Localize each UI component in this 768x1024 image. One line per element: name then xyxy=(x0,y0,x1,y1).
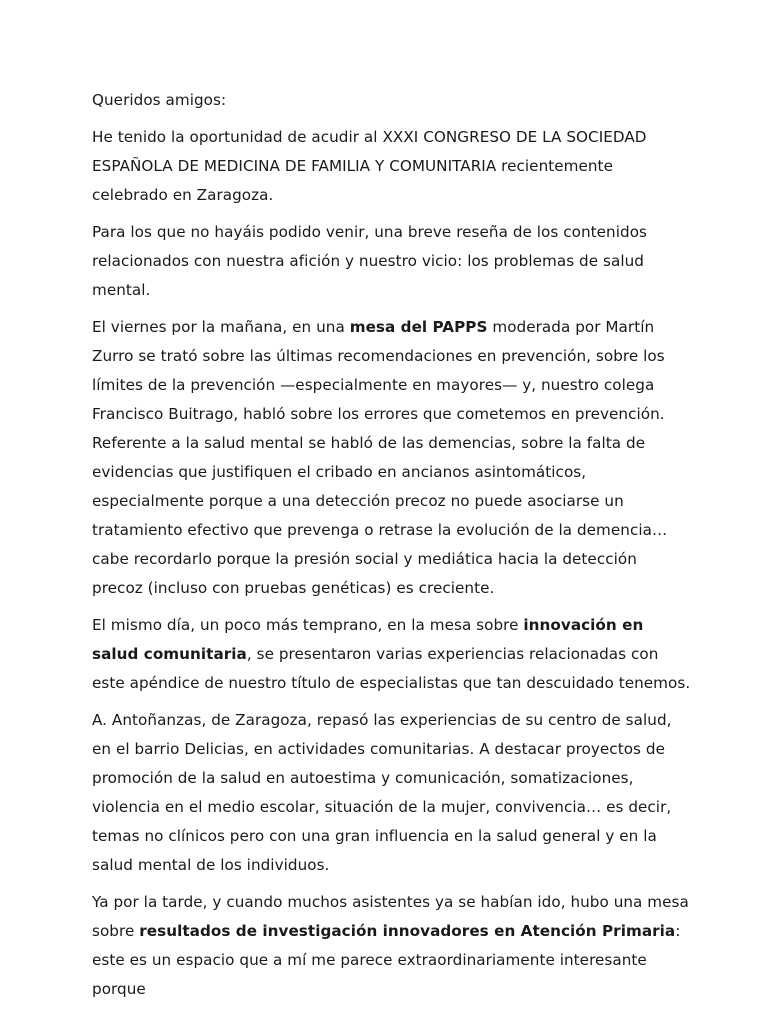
paragraph-papps-text-c: moderada por Martín Zurro se trató sobre las últimas recomendaciones en prevención, sobre los límites de la prevención —especialmente en mayores— y, nuestro colega Francisco Buitrago, habló sobre los errores que cometemos en prevención. Referente a la salud mental se habló de las demencias, sobre la falta de evidencias que justifiquen el cribado en ancianos asintomáticos, especialmente porque a una detección precoz no puede asociarse un tratamiento efectivo que prevenga o retrase la evolución de la demencia… cabe recordarlo porque la presión social y mediática hacia la detección precoz (incluso con pruebas genéticas) es creciente. xyxy=(92,318,668,597)
greeting: Queridos amigos: xyxy=(92,91,227,109)
paragraph-antonanzas: A. Antoñanzas, de Zaragoza, repasó las experiencias de su centro de salud, en el barrio Delicias, en actividades comunitarias. A destacar proyectos de promoción de la salud en autoestima y comunicación, somatizaciones, violencia en el medio escolar, situación de la mujer, convivencia… es decir, temas no clínicos pero con una gran influencia en la salud general y en la salud mental de los individuos. xyxy=(92,711,672,874)
paragraph-research-text-a: Ya por la tarde, y cuando muchos asistentes ya se habían ido, hubo una mesa sobre xyxy=(92,893,689,940)
paragraph-community-bold: innovación en salud comunitaria xyxy=(92,616,644,663)
paragraph-papps xyxy=(92,313,692,603)
paragraph-community-text-c: , se presentaron varias experiencias relacionadas con este apéndice de nuestro título de especialistas que tan descuidado tenemos. xyxy=(92,645,691,692)
paragraph-research xyxy=(92,888,692,1004)
document-body xyxy=(92,86,692,1012)
paragraph-research-bold: resultados de investigación innovadores en Atención Primaria xyxy=(139,922,676,940)
paragraph-papps-text-a: El viernes por la mañana, en una xyxy=(92,318,350,336)
paragraph-community-text-a: El mismo día, un poco más temprano, en la mesa sobre xyxy=(92,616,524,634)
paragraph-research-text-c: : este es un espacio que a mí me parece extraordinariamente interesante porque xyxy=(92,922,681,998)
paragraph-congress: He tenido la oportunidad de acudir al XXXI CONGRESO DE LA SOCIEDAD ESPAÑOLA DE MEDICINA DE FAMILIA Y COMUNITARIA recientemente celebrado en Zaragoza. xyxy=(92,128,647,204)
paragraph-community xyxy=(92,611,692,698)
paragraph-summary-intro: Para los que no hayáis podido venir, una breve reseña de los contenidos relacionados con nuestra afición y nuestro vicio: los problemas de salud mental. xyxy=(92,223,647,299)
paragraph-papps-bold: mesa del PAPPS xyxy=(349,318,488,336)
